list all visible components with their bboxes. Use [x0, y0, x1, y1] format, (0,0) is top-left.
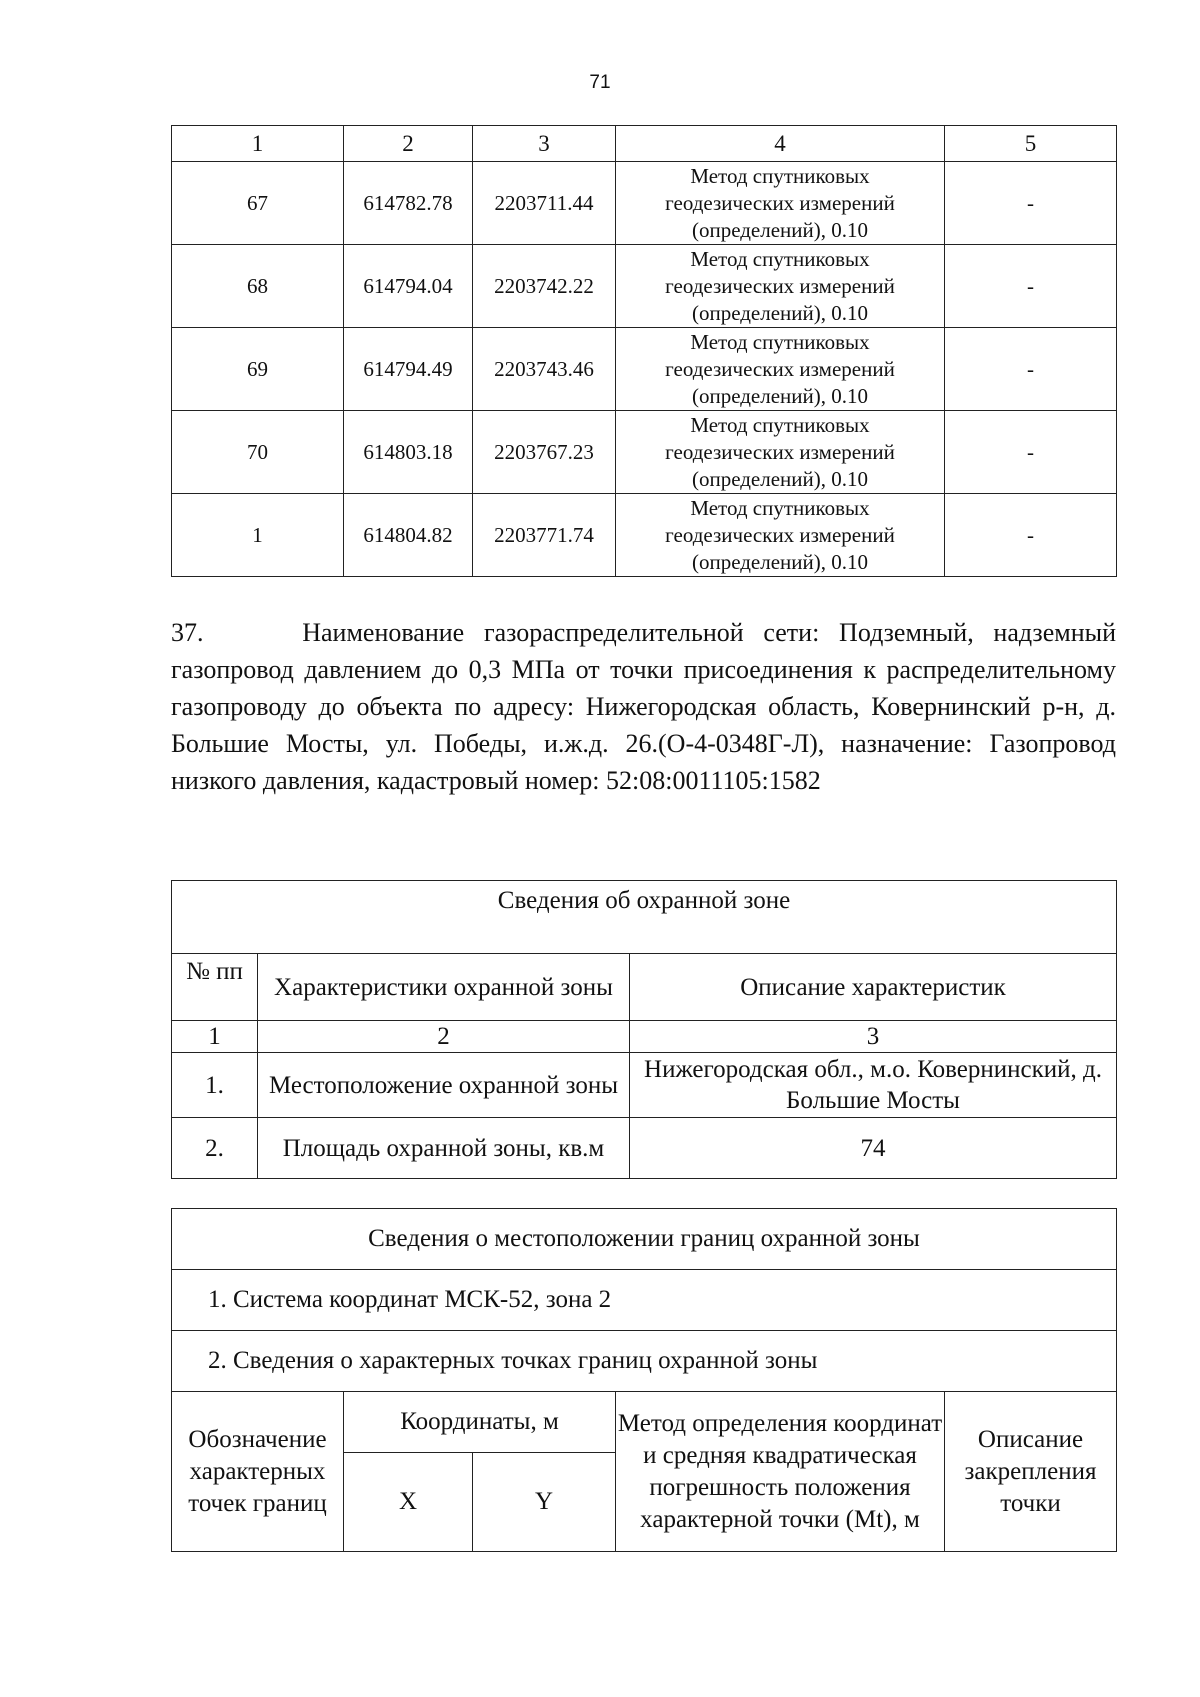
point-id: 69 — [172, 328, 344, 411]
method-cell — [616, 328, 945, 411]
method-line: Метод спутниковых — [690, 163, 870, 188]
characteristic-value: 74 — [630, 1118, 1117, 1179]
method-line: (определений), 0.10 — [691, 300, 869, 325]
column-number: 5 — [945, 126, 1117, 162]
header-x: X — [344, 1453, 473, 1552]
method-line: (определений), 0.10 — [691, 383, 869, 408]
column-numbers-row — [172, 1021, 1117, 1053]
column-number: 1 — [172, 126, 344, 162]
method-line: Метод спутниковых — [690, 329, 870, 354]
fixing-cell: - — [945, 162, 1117, 245]
coordinate-system-row — [172, 1270, 1117, 1331]
coord-x: 614803.18 — [344, 411, 473, 494]
header-description: Описание характеристик — [630, 954, 1117, 1021]
coord-x: 614782.78 — [344, 162, 473, 245]
table-row — [172, 328, 1117, 411]
method-line: геодезических измерений — [665, 190, 895, 215]
coord-y: 2203767.23 — [473, 411, 616, 494]
method-line: геодезических измерений — [665, 439, 895, 464]
column-number: 1 — [172, 1021, 258, 1053]
column-number: 2 — [258, 1021, 630, 1053]
header-number: № пп — [172, 954, 258, 1021]
column-number: 3 — [473, 126, 616, 162]
point-id: 67 — [172, 162, 344, 245]
point-id: 70 — [172, 411, 344, 494]
method-line: (определений), 0.10 — [691, 466, 869, 491]
column-number: 3 — [630, 1021, 1117, 1053]
coord-y: 2203771.74 — [473, 494, 616, 577]
header-fixing: Описание закрепления точки — [945, 1392, 1117, 1552]
point-id: 68 — [172, 245, 344, 328]
method-line: Метод спутниковых — [690, 412, 870, 437]
column-number: 2 — [344, 126, 473, 162]
characteristic-points-table — [171, 125, 1117, 577]
header-designation: Обозначение характерных точек границ — [172, 1392, 344, 1552]
coord-y: 2203743.46 — [473, 328, 616, 411]
fixing-cell: - — [945, 494, 1117, 577]
method-line: геодезических измерений — [665, 273, 895, 298]
point-id: 1 — [172, 494, 344, 577]
table-header-row — [172, 1392, 1117, 1453]
coord-x: 614794.04 — [344, 245, 473, 328]
fixing-cell: - — [945, 411, 1117, 494]
method-line: (определений), 0.10 — [691, 217, 869, 242]
coord-x: 614794.49 — [344, 328, 473, 411]
coord-x: 614804.82 — [344, 494, 473, 577]
method-cell — [616, 494, 945, 577]
row-number: 2. — [172, 1118, 258, 1179]
table-header-row — [172, 126, 1117, 162]
coordinate-system: 1. Система координат МСК-52, зона 2 — [172, 1270, 1117, 1331]
protection-zone-table — [171, 880, 1117, 1179]
coord-y: 2203711.44 — [473, 162, 616, 245]
method-line: Метод спутниковых — [690, 495, 870, 520]
coord-y: 2203742.22 — [473, 245, 616, 328]
fixing-cell: - — [945, 328, 1117, 411]
table-row — [172, 245, 1117, 328]
page-number: 71 — [589, 72, 611, 93]
table-row — [172, 1118, 1117, 1179]
method-cell — [616, 411, 945, 494]
method-cell — [616, 245, 945, 328]
boundaries-table-title: Сведения о местоположении границ охранной зоны — [172, 1209, 1117, 1270]
header-method: Метод определения координат и средняя квадратическая погрешность положения характерной точки (Mt), м — [616, 1392, 945, 1552]
points-heading: 2. Сведения о характерных точках границ охранной зоны — [172, 1331, 1117, 1392]
header-characteristics: Характеристики охранной зоны — [258, 954, 630, 1021]
fixing-cell: - — [945, 245, 1117, 328]
method-cell — [616, 162, 945, 245]
gas-network-description: 37. Наименование газораспределительной сети: Подземный, надземный газопровод давлением до 0,3 МПа от точки присоединения к распределительному газопроводу до объекта по адресу: Нижегородская область, Ковернинский р-н, д. Большие Мосты, ул. Победы, и.ж.д. 26.(О-4-0348Г-Л), назначение: Газопровод низкого давления, кадастровый номер: 52:08:0011105:1582 — [171, 618, 1116, 795]
table-row — [172, 494, 1117, 577]
characteristic-value: Нижегородская обл., м.о. Ковернинский, д. Большие Мосты — [630, 1053, 1117, 1118]
method-line: геодезических измерений — [665, 522, 895, 547]
header-coordinates: Координаты, м — [344, 1392, 616, 1453]
characteristic-name: Площадь охранной зоны, кв.м — [258, 1118, 630, 1179]
zone-table-title: Сведения об охранной зоне — [172, 881, 1117, 954]
table-row — [172, 1053, 1117, 1118]
points-heading-row — [172, 1331, 1117, 1392]
row-number: 1. — [172, 1053, 258, 1118]
column-number: 4 — [616, 126, 945, 162]
method-line: геодезических измерений — [665, 356, 895, 381]
table-row — [172, 162, 1117, 245]
characteristic-name: Местоположение охранной зоны — [258, 1053, 630, 1118]
zone-boundaries-table — [171, 1208, 1117, 1552]
table-header-row — [172, 954, 1117, 1021]
method-line: Метод спутниковых — [690, 246, 870, 271]
header-y: Y — [473, 1453, 616, 1552]
method-line: (определений), 0.10 — [691, 549, 869, 574]
table-title-row — [172, 1209, 1117, 1270]
table-row — [172, 411, 1117, 494]
table-title-row — [172, 881, 1117, 954]
